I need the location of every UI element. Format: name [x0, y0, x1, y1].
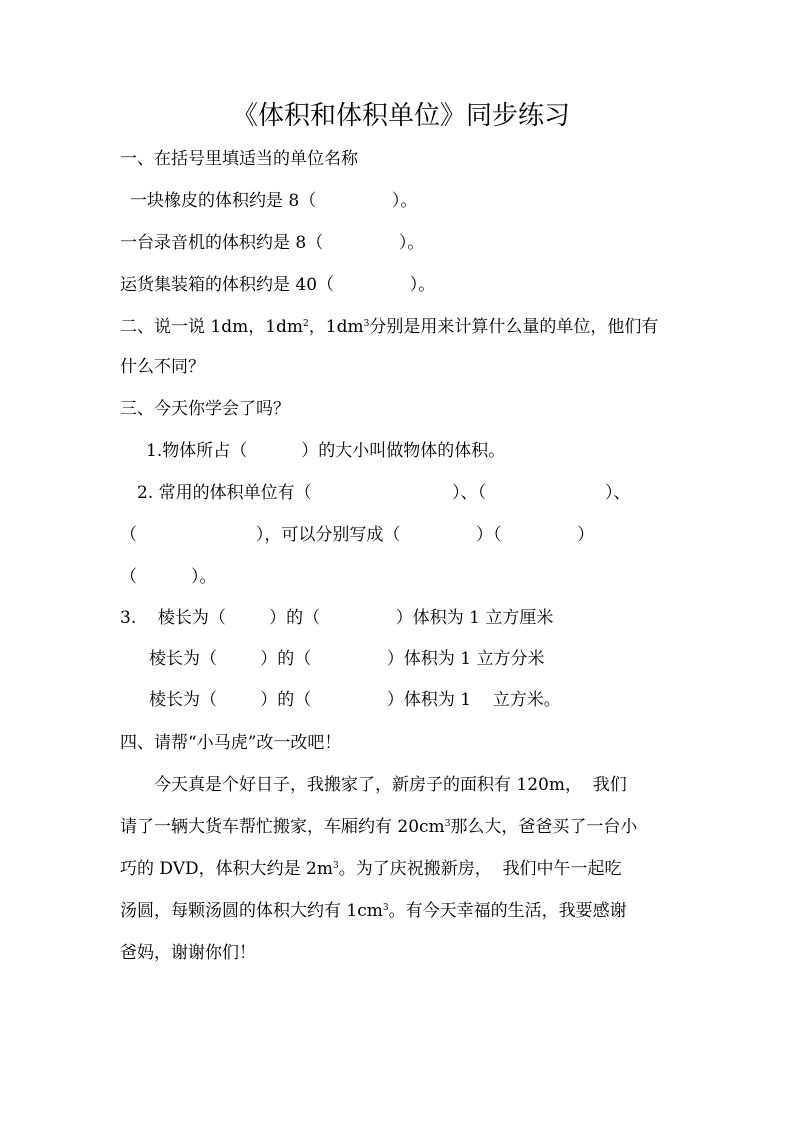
superscript-2: 2 [303, 319, 309, 329]
section-2-text-b: ，1dm [308, 317, 364, 337]
question-cube-dm: 棱长为（ ）的（ ）体积为 1 立方分米 [149, 649, 545, 669]
superscript-3: 3 [444, 819, 451, 829]
story-line-3-text-b: 。为了庆祝搬新房， 我们中午一起吃 [338, 859, 622, 879]
story-line-4 [120, 901, 627, 921]
question-eraser: 一块橡皮的体积约是 8（ ）。 [130, 191, 418, 211]
question-container: 运货集装箱的体积约是 40（ ）。 [120, 275, 436, 295]
section-2-text-a: 二、说一说 1dm，1dm [120, 317, 304, 337]
story-line-2-text-a: 请了一辆大货车帮忙搬家，车厢约有 20cm [120, 817, 445, 837]
section-2-line-2: 什么不同？ [120, 357, 205, 377]
superscript-3: 3 [382, 903, 389, 913]
section-2-text-c: 分别是用来计算什么量的单位，他们有 [369, 317, 659, 337]
story-line-2 [120, 817, 637, 837]
question-cube-m: 棱长为（ ）的（ ）体积为 1 立方米。 [149, 690, 561, 710]
story-line-4-text-a: 汤圆，每颗汤圆的体积大约有 1cm [120, 901, 383, 921]
story-line-5: 爸妈，谢谢你们！ [120, 943, 256, 963]
question-cube-cm: 3. 棱长为（ ）的（ ）体积为 1 立方厘米 [120, 608, 554, 628]
question-units-line-2: （ ），可以分别写成（ ）（ ） [120, 525, 595, 545]
section-3-heading: 三、今天你学会了吗？ [120, 399, 290, 419]
story-line-4-text-b: 。有今天幸福的生活，我要感谢 [388, 901, 627, 921]
section-1-heading: 一、在括号里填适当的单位名称 [120, 149, 358, 169]
story-line-2-text-b: 那么大，爸爸买了一台小 [450, 817, 638, 837]
story-line-3 [120, 859, 622, 879]
question-units-line-3: （ ）。 [120, 567, 217, 587]
story-line-1: 今天真是个好日子，我搬家了，新房子的面积有 120m， 我们 [154, 775, 627, 795]
section-2-line-1 [120, 317, 658, 337]
story-line-3-text-a: 巧的 DVD，体积大约是 2m [120, 859, 333, 879]
question-volume-definition: 1.物体所占（ ）的大小叫做物体的体积。 [146, 441, 506, 461]
superscript-3: 3 [363, 319, 370, 329]
section-4-heading: 四、请帮“小马虎”改一改吧！ [120, 733, 342, 753]
question-units-line-1: 2. 常用的体积单位有（ ）、（ ）、 [137, 483, 631, 503]
page-title: 《体积和体积单位》同步练习 [232, 101, 571, 131]
superscript-3: 3 [332, 861, 339, 871]
question-recorder: 一台录音机的体积约是 8（ ）。 [120, 233, 425, 253]
